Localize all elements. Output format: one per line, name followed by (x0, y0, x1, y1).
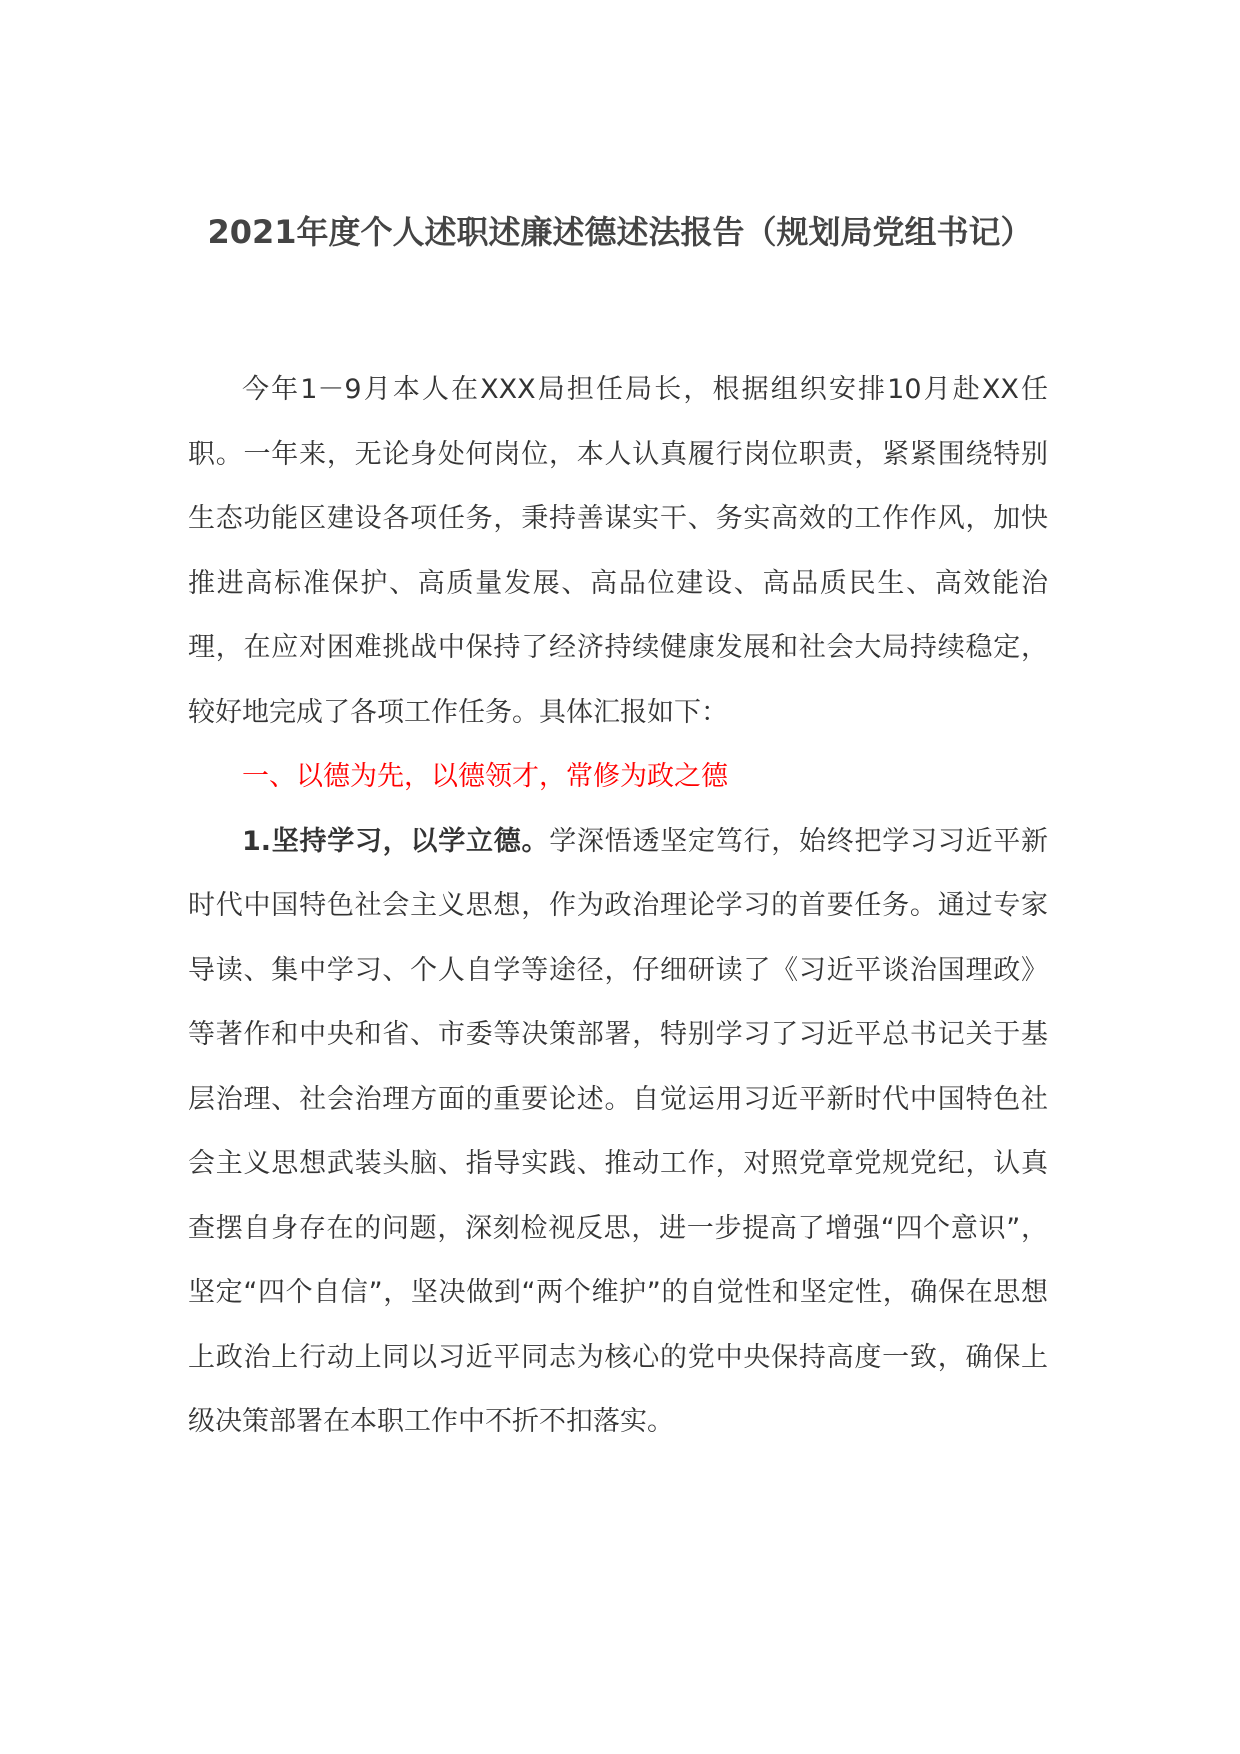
section-heading: 一、以德为先，以德领才，常修为政之德 (242, 761, 728, 792)
document-title: 2021年度个人述职述廉述德述法报告（规划局党组书记） (207, 213, 1033, 251)
item-body: 学深悟透坚定笃行，始终把学习习近平新时代中国特色社会主义思想，作为政治理论学习的首要任务。通过专家导读、集中学习、个人自学等途径，仔细研读了《习近平谈治国理政》等著作和中央和省、市委等决策部署，特别学习了习近平总书记关于基层治理、社会治理方面的重要论述。自觉运用习近平新时代中国特色社会主义思想武装头脑、指导实践、推动工作，对照党章党规党纪，认真查摆自身存在的问题，深刻检视反思，进一步提高了增强“四个意识”，坚定“四个自信”，坚决做到“两个维护”的自觉性和坚定性，确保在思想上政治上行动上同以习近平同志为核心的党中央保持高度一致，确保上级决策部署在本职工作中不折不扣落实。 (188, 825, 1049, 1437)
intro-paragraph: 今年1－9月本人在XXX局担任局长，根据组织安排10月赴XX任职。一年来，无论身处何岗位，本人认真履行岗位职责，紧紧围绕特别生态功能区建设各项任务，秉持善谋实干、务实高效的工作作风，加快推进高标准保护、高质量发展、高品位建设、高品质民生、高效能治理，在应对困难挑战中保持了经济持续健康发展和社会大局持续稳定，较好地完成了各项工作任务。具体汇报如下： (188, 374, 1048, 728)
document-body (188, 358, 1048, 1455)
item-lead: 1.坚持学习，以学立德。 (242, 825, 550, 857)
item-paragraph (188, 810, 1048, 1455)
